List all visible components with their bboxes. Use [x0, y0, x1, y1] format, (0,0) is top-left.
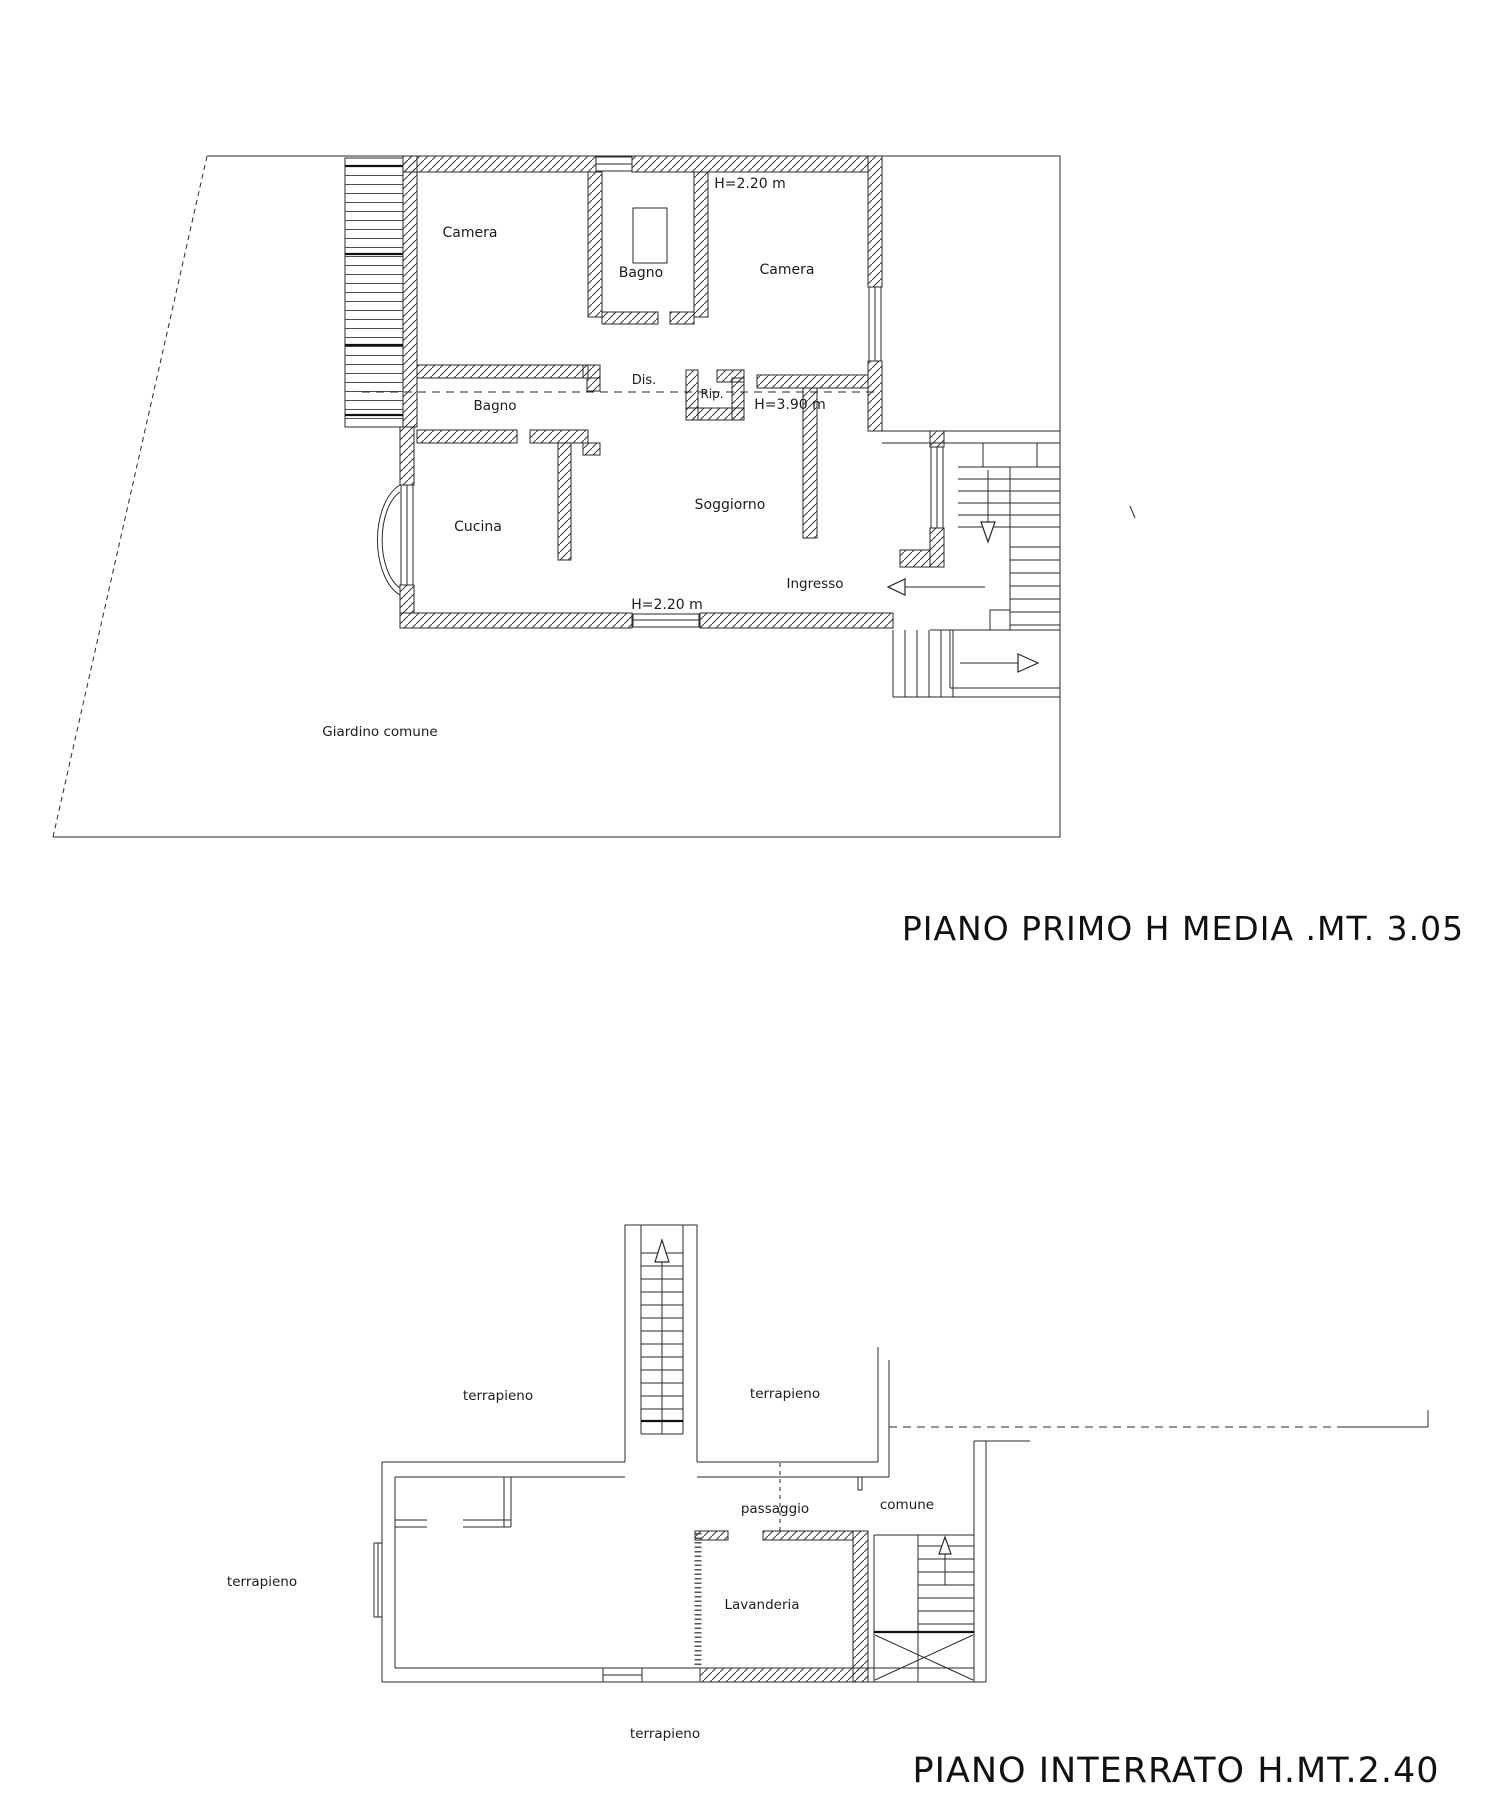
garden-stair: [893, 630, 1060, 697]
tick-mark: [1130, 506, 1135, 518]
first-floor-plan: [53, 156, 1464, 948]
stairs-down-arrow-icon: [981, 470, 995, 542]
east-balcony: [882, 431, 1060, 443]
basement-labels: [227, 1386, 934, 1742]
room-label: Giardino comune: [322, 724, 438, 740]
room-label: H=3.90 m: [754, 397, 826, 413]
room-label: Lavanderia: [724, 1597, 800, 1613]
room-label: terrapieno: [749, 1386, 821, 1402]
room-label: terrapieno: [462, 1388, 534, 1404]
room-label: terrapieno: [629, 1726, 701, 1742]
room-label: Camera: [442, 225, 498, 241]
room-label: passaggio: [740, 1501, 810, 1517]
room-label: Ingresso: [786, 576, 844, 592]
room-label: Bagno: [473, 398, 517, 414]
room-label: comune: [879, 1497, 935, 1513]
shower-tray: [633, 208, 667, 263]
basement-plan: [227, 1225, 1440, 1791]
basement-stair-shaft: [625, 1225, 697, 1462]
room-label: Rip.: [700, 387, 724, 401]
room-label: Soggiorno: [694, 497, 766, 513]
boundary-continuation: [889, 1410, 1428, 1427]
room-label: terrapieno: [226, 1574, 298, 1590]
deck-terrace: [345, 158, 403, 427]
basement-partitions: [395, 1477, 511, 1527]
room-label: H=2.20 m: [714, 176, 786, 192]
condo-stair: [868, 1535, 974, 1682]
room-label: Camera: [759, 262, 815, 278]
basement-title: PIANO INTERRATO H.MT.2.40: [912, 1751, 1440, 1791]
bay-window-arc: [377, 485, 400, 595]
room-label: Bagno: [618, 265, 664, 281]
room-label: Cucina: [454, 519, 502, 535]
entry-left-arrow-icon: [888, 579, 985, 595]
room-label: H=2.20 m: [631, 597, 703, 613]
first-floor-title: PIANO PRIMO H MEDIA .MT. 3.05: [901, 909, 1465, 948]
site-boundary: [53, 156, 1060, 837]
exit-right-arrow-icon: [960, 654, 1038, 672]
room-label: Dis.: [631, 373, 657, 388]
stairs-up-arrow-icon: [655, 1240, 669, 1434]
condo-stair-up-arrow-icon: [939, 1537, 951, 1585]
